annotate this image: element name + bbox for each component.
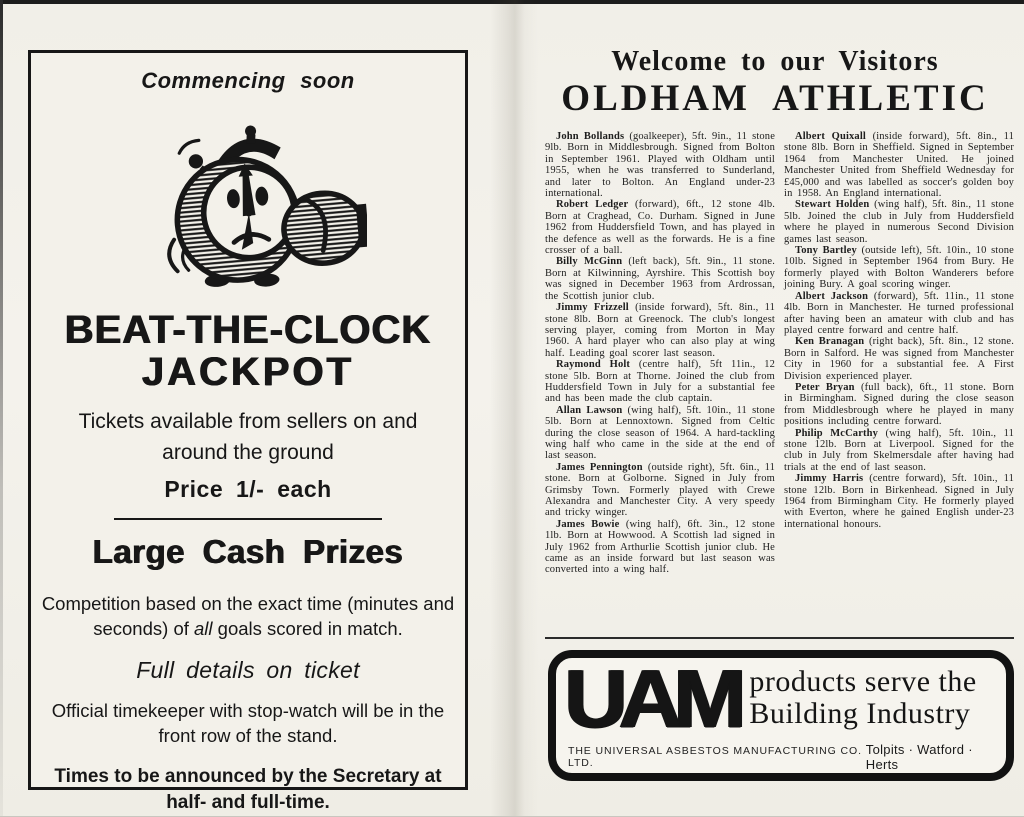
uam-company-name: THE UNIVERSAL ASBESTOS MANUFACTURING CO. LTD. bbox=[568, 745, 862, 769]
full-details-text: Full details on ticket bbox=[136, 656, 360, 683]
competition-text-post: goals scored in match. bbox=[217, 617, 403, 639]
uam-tagline-line1: products serve the bbox=[749, 665, 977, 698]
competition-text-emphasis: all bbox=[194, 617, 213, 639]
player-bio: Billy McGinn (left back), 5ft. 9in., 11 stone. Born at Kilwinning, Ayrshire. This Scottish boy was signed in December 1963 from Ardrossan, the Scottish junior club. bbox=[545, 256, 775, 302]
scan-left-edge bbox=[0, 0, 3, 816]
price-text: Price 1/- each bbox=[164, 475, 332, 502]
player-name: Ken Branagan bbox=[795, 336, 869, 348]
player-name: Allan Lawson bbox=[556, 404, 628, 416]
player-bio: Albert Quixall (inside forward), 5ft. 8in., 11 stone 8lb. Born in Sheffield. Signed in September 1964 from Manchester United. He joined Manchester United from Sheffield Wednesday for £45,000 and was labelled as soccer's golden boy in 1958. An England international. bbox=[784, 131, 1014, 200]
tickets-available-text: Tickets available from sellers on and around the ground bbox=[78, 409, 418, 465]
page-fold-gutter bbox=[490, 0, 538, 816]
player-name: Jimmy Harris bbox=[795, 473, 870, 485]
player-bio: Tony Bartley (outside left), 5ft. 10in., 10 stone 10lb. Signed in September 1964 from Bury. He formerly played with Bolton Wanderers before joining Bury. A goal scoring winger. bbox=[784, 245, 1014, 291]
player-bio: Robert Ledger (forward), 6ft., 12 stone 4lb. Born at Craghead, Co. Durham. Signed in June 1962 from Huddersfield Town, and has played in the defence as well as the forwards. He is a fine crosser of a ball. bbox=[545, 199, 776, 257]
player-bio: Jimmy Frizzell (inside forward), 5ft. 8in., 11 stone 8lb. Born at Greenock. The club's longest serving player, coming from Morton in May 1960. A hard player who can also play at wing half. Leading goal scorer last season. bbox=[545, 302, 775, 359]
player-bio: Albert Jackson (forward), 5ft. 11in., 11 stone 4lb. Born in Manchester. He turned professional after having been an amateur with club and has played centre forward and centre half. bbox=[784, 290, 1014, 336]
competition-text bbox=[31, 592, 465, 642]
player-bio: Allan Lawson (wing half), 5ft. 10in., 11 stone 5lb. Born at Lennoxtown. Signed from Celtic during the close season of 1964. A hard-tackling wing half who came in the side at the end of last season. bbox=[545, 404, 775, 462]
times-announced-text: Times to be announced by the Secretary at half- and full-time. bbox=[54, 765, 442, 814]
alarm-clock-boxing-glove-illustration bbox=[31, 98, 465, 310]
player-bio: James Bowie (wing half), 6ft. 3in., 12 stone 1lb. Born at Howwood. A Scottish lad signed in July 1962 from Arthurlie Scottish junior club. He came as an inside forward but last season was converted into a wing half. bbox=[545, 518, 775, 576]
player-name: Tony Bartley bbox=[795, 245, 862, 257]
commencing-soon-text: Commencing soon bbox=[141, 68, 355, 93]
player-name: James Bowie bbox=[556, 518, 626, 530]
player-name: Philip McCarthy bbox=[795, 427, 886, 439]
ad-title-line1: BEAT-THE-CLOCK bbox=[64, 308, 432, 352]
uam-advert bbox=[548, 650, 1014, 781]
player-name: Stewart Holden bbox=[795, 199, 875, 211]
player-bio: Raymond Holt (centre half), 5ft 11in., 12 stone 5lb. Born at Thorne. Joined the club from Huddersfield Town in July for a substantial fee and has been made the club captain. bbox=[545, 359, 776, 405]
uam-tagline-line2: Building Industry bbox=[749, 697, 971, 730]
player-name: Albert Jackson bbox=[795, 290, 874, 302]
uam-advert-top-row bbox=[556, 651, 1006, 745]
bio-column-2 bbox=[784, 131, 1014, 576]
player-name: Peter Bryan bbox=[795, 381, 861, 393]
player-bio: Jimmy Harris (centre forward), 5ft. 10in., 11 stone 12lb. Born in Birkenhead. Signed in July 1964 from Birmingham City. He formerly played with Everton, where he gained English under-23 international honours. bbox=[784, 473, 1015, 530]
uam-location: Tolpits · Watford · Herts bbox=[865, 742, 973, 772]
player-name: Jimmy Frizzell bbox=[556, 302, 636, 314]
player-bio: Ken Branagan (right back), 5ft. 8in., 12 stone. Born in Salford. He was signed from Manchester City in 1960 for a substantial fee. A First Division experienced player. bbox=[784, 336, 1014, 382]
large-cash-prizes-text: Large Cash Prizes bbox=[92, 532, 404, 570]
player-bio: Philip McCarthy (wing half), 5ft. 10in., 11 stone 12lb. Born at Liverpool. Signed for the club in July from Skelmersdale after having had trials at the end of last season. bbox=[784, 427, 1014, 473]
competition-text-pre: Competition based on the exact time (minutes and seconds) of bbox=[41, 592, 455, 639]
player-bio: Peter Bryan (full back), 6ft., 11 stone. Born in Birmingham. Signed during the close season from Middlesbrough where he played in many positions including centre forward. bbox=[784, 381, 1014, 428]
player-name: Albert Quixall bbox=[795, 131, 873, 142]
bios-ad-divider-rule bbox=[545, 637, 1014, 639]
beat-the-clock-ad bbox=[28, 50, 468, 814]
welcome-heading: Welcome to our Visitors bbox=[611, 46, 939, 77]
player-name: Raymond Holt bbox=[556, 359, 639, 371]
bio-column-1 bbox=[545, 131, 775, 576]
player-bio: James Pennington (outside right), 5ft. 6in., 11 stone. Born at Golborne. Signed in July from Grimsby Town. Formerly played with Crewe Alexandra and Manchester City. A very speedy and tricky winger. bbox=[545, 461, 775, 519]
uam-logo: UAM bbox=[564, 651, 738, 745]
player-bios bbox=[545, 131, 1015, 576]
player-name: Robert Ledger bbox=[556, 199, 635, 211]
timekeeper-text: Official timekeeper with stop-watch will be in the front row of the stand. bbox=[51, 699, 445, 746]
ad-title-line2: JACKPOT bbox=[141, 349, 355, 394]
uam-tagline bbox=[749, 666, 976, 730]
player-bio: John Bollands (goalkeeper), 5ft. 9in., 11 stone 9lb. Born in Middlesbrough. Signed from Bolton in September 1961. Played with Oldham until 1955, when he was transferred to Sunderland, and later to Bolton. An England under-23 international. bbox=[545, 131, 776, 200]
player-name: James Pennington bbox=[556, 461, 648, 473]
player-name: John Bollands bbox=[556, 131, 630, 142]
team-name-heading: OLDHAM ATHLETIC bbox=[561, 78, 989, 119]
ad-divider-rule bbox=[114, 518, 382, 520]
player-bio: Stewart Holden (wing half), 5ft. 8in., 11 stone 5lb. Joined the club in July from Huddersfield where he played in numerous Second Division games last season. bbox=[784, 199, 1014, 245]
player-name: Billy McGinn bbox=[556, 256, 629, 268]
